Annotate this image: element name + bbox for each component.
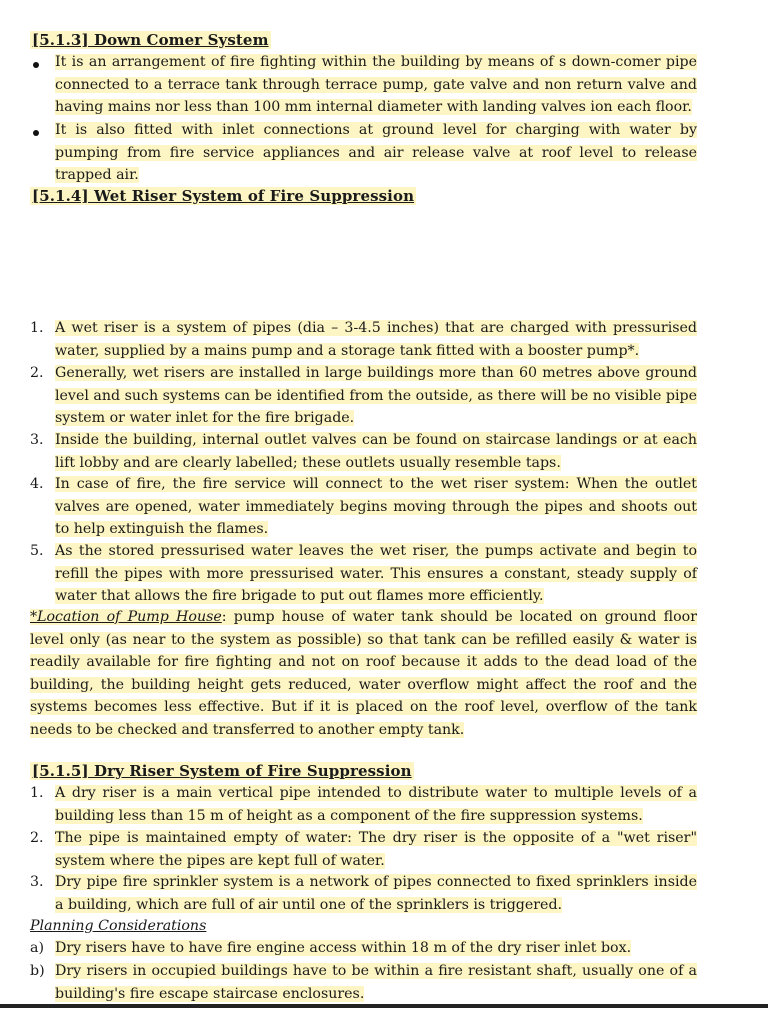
- list-letter: a): [30, 940, 44, 956]
- pump-house-note-text: : pump house of water tank should be located on ground floor level only (as near to the system as possible) so that tank can be refilled easily & water is readily available for fire fighting and not on roof because it adds to the dead load of the building, the building height gets reduced, water overflow might affect the roof and the systems becomes less effective. But if it is placed on the roof level, overflow of the tank needs to be checked and transferred to another empty tank.: [30, 609, 697, 738]
- planning-item-a: Dry risers have to have fire engine access within 18 m of the dry riser inlet box.: [55, 940, 632, 956]
- planning-considerations-heading: Planning Considerations: [30, 918, 207, 934]
- wet-riser-item-4: In case of fire, the fire service will connect to the wet riser system: When the outlet valves are opened, water immediately begins moving through the pipes and shoots out to help extinguish the flames.: [55, 476, 697, 537]
- section-heading-dry-riser: [5.1.5] Dry Riser System of Fire Suppression: [32, 762, 412, 780]
- list-number: 1.: [30, 320, 44, 336]
- wet-riser-item-3: Inside the building, internal outlet valves can be found on staircase landings or at each lift lobby and are clearly labelled; these outlets usually resemble taps.: [55, 432, 697, 471]
- planning-item-b: Dry risers in occupied buildings have to be within a fire resistant shaft, usually one of a building's fire escape staircase enclosures.: [55, 963, 697, 1002]
- down-comer-bullet-1: It is an arrangement of fire fighting within the building by means of s down-comer pipe connected to a terrace tank through terrace pump, gate valve and non return valve and having mains nor less than 100 mm internal diameter with landing valves ion each floor.: [55, 54, 697, 115]
- pump-house-note-label: *Location of Pump House: [30, 609, 222, 625]
- wet-riser-item-2: Generally, wet risers are installed in large buildings more than 60 metres above ground level and such systems can be identified from the outside, as there will be no visible pipe system or water inlet for the fire brigade.: [55, 365, 697, 426]
- wet-riser-item-5: As the stored pressurised water leaves the wet riser, the pumps activate and begin to refill the pipes with more pressurised water. This ensures a constant, steady supply of water that allows the fire brigade to put out flames more efficiently.: [55, 543, 697, 604]
- list-number: 1.: [30, 785, 44, 801]
- list-number: 4.: [30, 476, 44, 492]
- section-heading-down-comer: [5.1.3] Down Comer System: [32, 31, 269, 49]
- bullet-dot: [33, 130, 39, 136]
- down-comer-bullet-2: It is also fitted with inlet connections at ground level for charging with water by pumping from fire service appliances and air release valve at roof level to release trapped air.: [55, 122, 697, 183]
- list-number: 2.: [30, 830, 44, 846]
- list-number: 5.: [30, 543, 44, 559]
- list-number: 3.: [30, 874, 44, 890]
- list-number: 2.: [30, 365, 44, 381]
- pump-house-note: [30, 606, 697, 741]
- section-heading-wet-riser: [5.1.4] Wet Riser System of Fire Suppression: [32, 187, 415, 205]
- dry-riser-item-2: The pipe is maintained empty of water: The dry riser is the opposite of a "wet riser" system where the pipes are kept full of water.: [55, 830, 697, 869]
- wet-riser-item-1: A wet riser is a system of pipes (dia – 3-4.5 inches) that are charged with pressurised water, supplied by a mains pump and a storage tank fitted with a booster pump*.: [55, 320, 697, 359]
- list-letter: b): [30, 963, 45, 979]
- dry-riser-item-3: Dry pipe fire sprinkler system is a network of pipes connected to fixed sprinklers inside a building, which are full of air until one of the sprinklers is triggered.: [55, 874, 697, 913]
- page-bottom-border: [0, 1004, 768, 1008]
- bullet-dot: [33, 62, 39, 68]
- dry-riser-item-1: A dry riser is a main vertical pipe intended to distribute water to multiple levels of a building less than 15 m of height as a component of the fire suppression systems.: [55, 785, 697, 824]
- list-number: 3.: [30, 432, 44, 448]
